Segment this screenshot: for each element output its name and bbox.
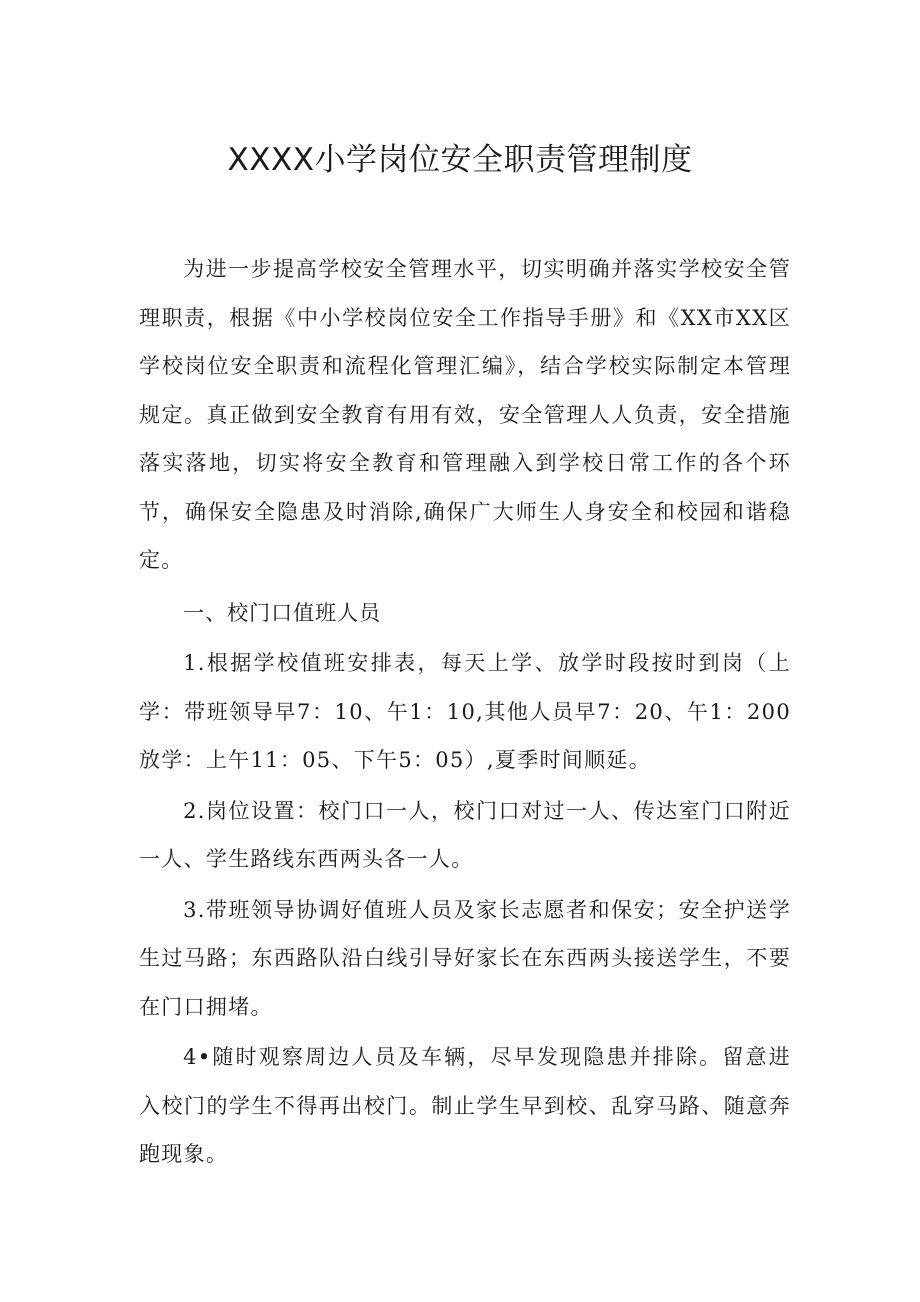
list-item: 3.带班领导协调好值班人员及家长志愿者和保安；安全护送学生过马路；东西路队沿白线引导好家长在东西两头接送学生，不要在门口拥堵。 [139,897,791,1019]
list-item: 1.根据学校值班安排表，每天上学、放学时段按时到岗（上学：带班领导早7：10、午1：10,其他人员早7：20、午1：200放学：上午11：05、下午5：05）,夏季时间顺延。 [139,651,791,772]
section-heading: 一、校门口值班人员 [183,600,382,625]
document-title: XXXX小学岗位安全职责管理制度 [227,142,693,178]
list-item: 2.岗位设置：校门口一人，校门口对过一人、传达室门口附近一人、学生路线东西两头各一人。 [139,798,791,871]
intro-paragraph: 为进一步提高学校安全管理水平，切实明确并落实学校安全管理职责，根据《中小学校岗位安全工作指导手册》和《XX市XX区学校岗位安全职责和流程化管理汇编》，结合学校实际制定本管理规定。真正做到安全教育有用有效，安全管理人人负责，安全措施落实落地，切实将安全教育和管理融入到学校日常工作的各个环节，确保安全隐患及时消除,确保广大师生人身安全和校园和谐稳定。 [139,257,791,572]
list-item: 4•随时观察周边人员及车辆，尽早发现隐患并排除。留意进入校门的学生不得再出校门。制止学生早到校、乱穿马路、随意奔跑现象。 [139,1045,791,1166]
document-body [139,245,791,1179]
